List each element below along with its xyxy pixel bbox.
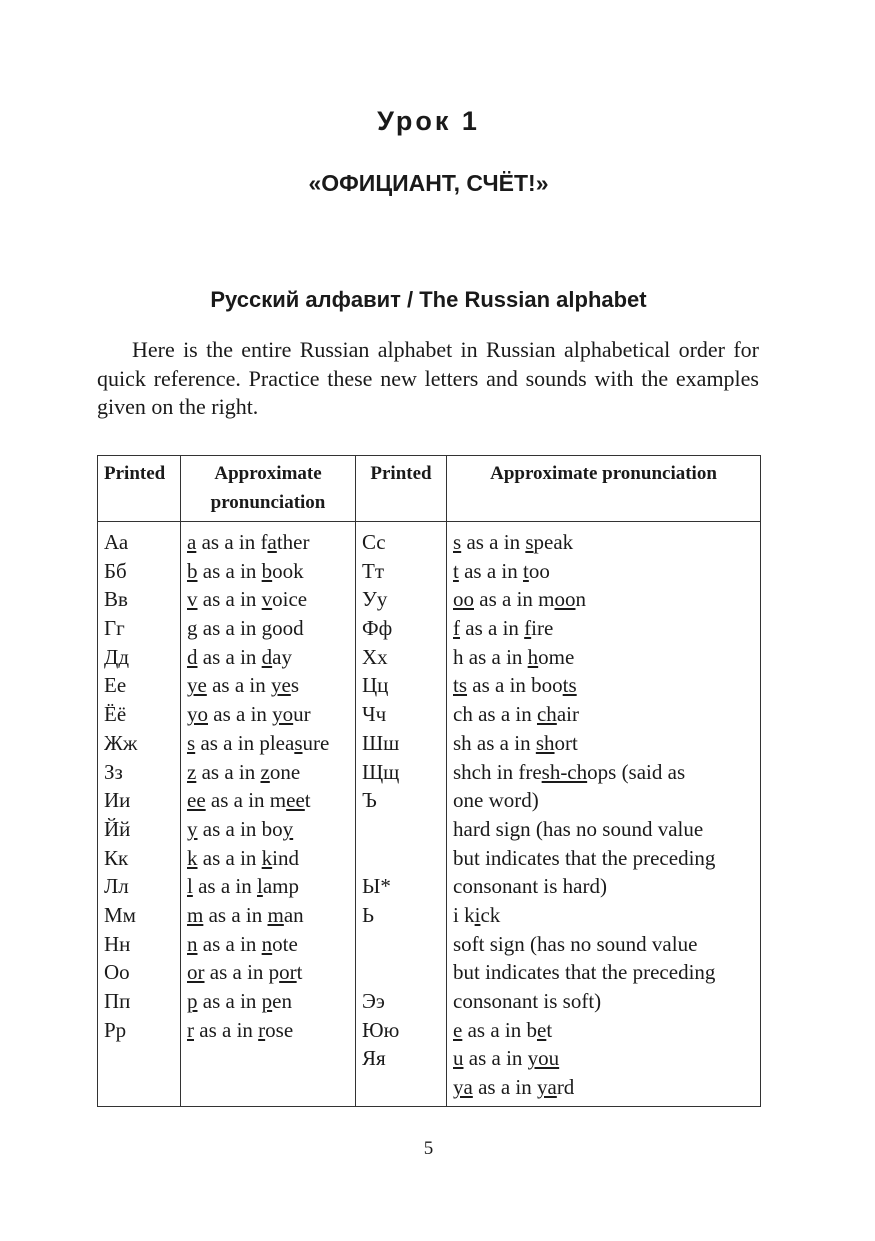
page-number: 5 [423, 1138, 434, 1159]
pronunciation-line: ye as a in yes [187, 673, 299, 698]
printed-letter: Бб [104, 558, 127, 583]
pronunciation-line: k as a in kind [187, 845, 299, 870]
header-printed-2: Printed [356, 456, 447, 522]
printed-letter: Ъ [362, 788, 377, 813]
printed-letter: Хх [362, 644, 388, 669]
pronunciation-line: consonant is soft) [453, 989, 602, 1013]
printed-letter: Аа [104, 530, 129, 554]
printed-letter: Оо [104, 960, 130, 985]
header-pronunciation-1: Approximate pronunciation [181, 456, 356, 522]
pronunciation-line: a as a in father [187, 530, 310, 554]
table-header-row [98, 456, 761, 522]
printed-letter: Дд [104, 644, 130, 669]
printed-letters-column-2 [356, 522, 447, 1107]
printed-letter: Кк [104, 845, 129, 870]
printed-letter [362, 815, 440, 844]
pronunciation-line [187, 1044, 349, 1073]
pronunciation-line: p as a in pen [187, 989, 292, 1013]
pronunciation-line: g as a in good [187, 616, 304, 641]
printed-letter: Нн [104, 931, 131, 956]
printed-letter [104, 1044, 174, 1073]
pronunciation-column-1 [181, 522, 356, 1107]
pronunciation-line: ya as a in yard [453, 1075, 575, 1100]
printed-letter: Тт [362, 558, 385, 583]
pronunciation-line: r as a in rose [187, 1017, 294, 1042]
pronunciation-line: consonant is hard) [453, 874, 607, 899]
printed-letter: Рр [104, 1017, 127, 1042]
pronunciation-line: d as a in day [187, 644, 292, 669]
pronunciation-line: t as a in too [453, 558, 550, 583]
printed-letter: Ёё [104, 702, 127, 727]
pronunciation-line: n as a in note [187, 931, 298, 956]
printed-letter: Уу [362, 587, 388, 612]
printed-letter: Жж [104, 730, 138, 755]
printed-letter: Щщ [362, 759, 400, 784]
printed-letter: Юю [362, 1017, 400, 1042]
printed-letter: Ь [362, 902, 375, 927]
pronunciation-line: sh as a in short [453, 730, 578, 755]
printed-letter: Сс [362, 530, 386, 554]
pronunciation-line: one word) [453, 788, 539, 813]
printed-letter: Гг [104, 616, 125, 641]
printed-letter [362, 930, 440, 959]
pronunciation-line: h as a in home [453, 644, 575, 669]
printed-letter: Ы* [362, 874, 391, 899]
lesson-title: «ОФИЦИАНТ, СЧЁТ!» [308, 170, 549, 196]
printed-letter: Вв [104, 587, 128, 612]
pronunciation-line: b as a in book [187, 558, 304, 583]
printed-letter: Лл [104, 874, 129, 899]
pronunciation-line: z as a in zone [187, 759, 301, 784]
pronunciation-line: or as a in port [187, 960, 303, 985]
pronunciation-line: f as a in fire [453, 616, 554, 641]
pronunciation-line: yo as a in your [187, 702, 311, 727]
printed-letter: Чч [362, 702, 387, 727]
pronunciation-line: shch in fresh-chops (said as [453, 759, 686, 784]
section-title: Русский алфавит / The Russian alphabet [210, 287, 647, 312]
printed-letter: Йй [104, 816, 131, 841]
pronunciation-line: m as a in man [187, 902, 304, 927]
intro-paragraph: Here is the entire Russian alphabet in Russian alphabetical order for quick reference. Practice these new letters and sounds with the examples given on the right. [97, 337, 759, 419]
pronunciation-line: but indicates that the preceding [453, 960, 716, 985]
pronunciation-line: v as a in voice [187, 587, 308, 612]
header-printed-1: Printed [98, 456, 181, 522]
pronunciation-line: i kick [453, 902, 501, 927]
printed-letter: Шш [362, 730, 400, 755]
pronunciation-line: e as a in bet [453, 1017, 553, 1042]
pronunciation-line: ch as a in chair [453, 702, 579, 727]
table-body-row [98, 522, 761, 1107]
printed-letters-column-1 [98, 522, 181, 1107]
header-pronunciation-2: Approximate pronunciation [447, 456, 761, 522]
printed-letter [362, 844, 440, 873]
printed-letter: Мм [104, 902, 136, 927]
alphabet-table [97, 455, 761, 1107]
pronunciation-column-2 [447, 522, 761, 1107]
printed-letter [362, 958, 440, 987]
printed-letter: Яя [362, 1046, 386, 1071]
pronunciation-line: soft sign (has no sound value [453, 931, 698, 956]
printed-letter: Ии [104, 788, 131, 813]
printed-letter: Цц [362, 673, 389, 698]
pronunciation-line: ts as a in boots [453, 673, 577, 698]
printed-letter: Зз [104, 759, 123, 784]
pronunciation-line: y as a in boy [187, 816, 294, 841]
pronunciation-line: oo as a in moon [453, 587, 586, 612]
pronunciation-line: l as a in lamp [187, 874, 299, 899]
pronunciation-line: u as a in you [453, 1046, 560, 1071]
pronunciation-line: ee as a in meet [187, 788, 311, 813]
pronunciation-line: s as a in speak [453, 530, 574, 554]
lesson-heading: Урок 1 [377, 106, 480, 136]
printed-letter: Ээ [362, 989, 385, 1013]
pronunciation-line: but indicates that the preceding [453, 845, 716, 870]
printed-letter: Ее [104, 673, 127, 698]
pronunciation-line: hard sign (has no sound value [453, 816, 704, 841]
pronunciation-line: s as a in pleasure [187, 730, 330, 755]
printed-letter: Фф [362, 616, 393, 641]
printed-letter: Пп [104, 989, 131, 1013]
